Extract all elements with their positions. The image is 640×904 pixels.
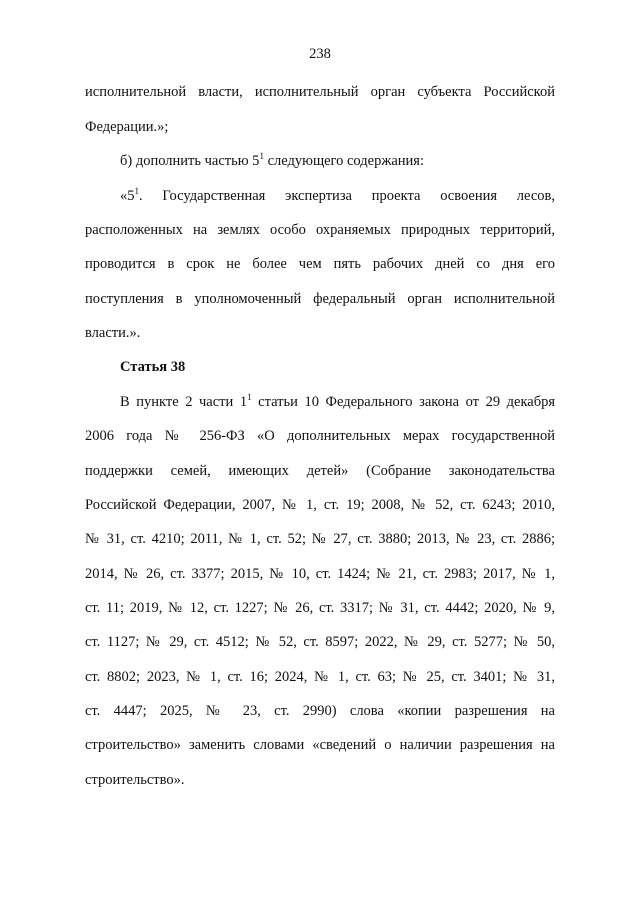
superscript: 1 — [134, 186, 139, 196]
text-fragment: следующего содержания: — [263, 153, 425, 169]
text-fragment: В пункте 2 части 1 — [120, 394, 248, 410]
text-line — [120, 186, 555, 206]
article-heading: Статья 38 — [120, 359, 186, 375]
text-line: Российской Федерации, 2007, № 1, ст. 19; 2008, № 52, ст. 6243; 2010, — [85, 497, 555, 513]
text-line: расположенных на землях особо охраняемых природных территорий, — [85, 222, 555, 238]
superscript: 1 — [247, 392, 252, 402]
text-line — [120, 151, 555, 171]
superscript: 1 — [259, 151, 264, 161]
text-line: 2014, № 26, ст. 3377; 2015, № 10, ст. 1424; № 21, ст. 2983; 2017, № 1, — [85, 566, 555, 582]
text-line: ст. 8802; 2023, № 1, ст. 16; 2024, № 1, ст. 63; № 25, ст. 3401; № 31, — [85, 669, 555, 685]
text-line: Федерации.»; — [85, 119, 169, 135]
text-line: власти.». — [85, 325, 141, 341]
text-fragment: «5 — [120, 188, 135, 204]
text-line: поступления в уполномоченный федеральный орган исполнительной — [85, 291, 555, 307]
text-line: исполнительной власти, исполнительный орган субъекта Российской — [85, 84, 555, 100]
text-line: ст. 1127; № 29, ст. 4512; № 52, ст. 8597; 2022, № 29, ст. 5277; № 50, — [85, 634, 555, 650]
text-fragment: б) дополнить частью 5 — [120, 153, 260, 169]
text-line: № 31, ст. 4210; 2011, № 1, ст. 52; № 27, ст. 3880; 2013, № 23, ст. 2886; — [85, 531, 555, 547]
text-line: проводится в срок не более чем пять рабочих дней со дня его — [85, 256, 555, 272]
text-line: поддержки семей, имеющих детей» (Собрание законодательства — [85, 463, 555, 479]
page-number: 238 — [309, 46, 331, 62]
text-line — [120, 392, 555, 412]
text-line: строительство». — [85, 772, 185, 788]
text-line: 2006 года № 256-ФЗ «О дополнительных мерах государственной — [85, 428, 555, 444]
text-fragment: статьи 10 Федерального закона от 29 декабря — [251, 394, 556, 410]
text-line: ст. 11; 2019, № 12, ст. 1227; № 26, ст. 3317; № 31, ст. 4442; 2020, № 9, — [85, 600, 555, 616]
text-line: ст. 4447; 2025, № 23, ст. 2990) слова «копии разрешения на — [85, 703, 555, 719]
text-fragment: . Государственная экспертиза проекта освоения лесов, — [139, 188, 555, 204]
text-line: строительство» заменить словами «сведений о наличии разрешения на — [85, 737, 555, 753]
